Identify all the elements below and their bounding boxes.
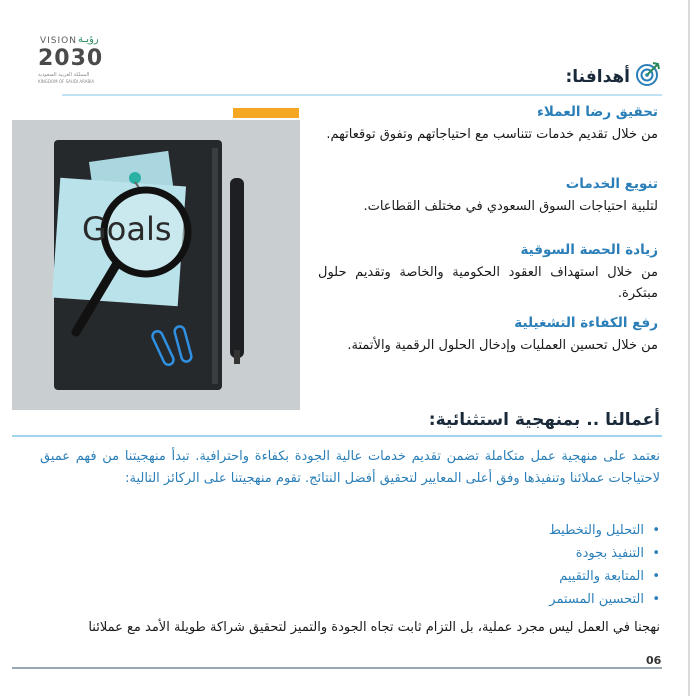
logo-year: 2030 (38, 46, 104, 71)
closing-statement: نهجنا في العمل ليس مجرد عملية، بل التزام ثابت تجاه الجودة والتميز لتحقيق شراكة طويلة الأمد مع عملائنا (88, 620, 660, 635)
list-item: • المتابعة والتقييم (549, 565, 660, 588)
goal-text: لتلبية احتياجات السوق السعودي في مختلف القطاعات. (363, 199, 658, 214)
goal-text: من خلال استهداف العقود الحكومية والخاصة وتقديم حلول مبتكرة. (318, 265, 658, 301)
approach-heading-underline (12, 435, 662, 437)
logo-subtitle-en: KINGDOM OF SAUDI ARABIA (38, 79, 95, 84)
approach-heading: أعمالنا .. بمنهجية استثنائية: (428, 410, 660, 430)
goals-heading: أهدافنا: (565, 67, 630, 87)
page-edge-line (688, 0, 690, 696)
goal-title: تنويع الخدمات (565, 176, 658, 192)
goals-photo (12, 120, 300, 410)
orange-accent-bar (233, 108, 299, 118)
target-icon (634, 60, 662, 88)
goal-title: زيادة الحصة السوقية (520, 242, 658, 258)
goal-title: رفع الكفاءة التشغيلية (514, 315, 658, 331)
list-item: • التحليل والتخطيط (549, 519, 660, 542)
goal-title: تحقيق رضا العملاء (537, 104, 658, 120)
goal-item (318, 242, 658, 304)
goal-item (318, 104, 658, 145)
approach-paragraph: نعتمد على منهجية عمل متكاملة تضمن تقديم خدمات عالية الجودة بكفاءة واحترافية. تبدأ منهجيتنا من فهم عميق لاحتياجات عملائنا وتنفيذها وفق أعلى المعايير لتحقيق أفضل النتائج. تقوم منهجيتنا على الركائز التالية: (40, 449, 660, 486)
list-item: • التحسين المستمر (549, 588, 660, 611)
logo-arabic-vision: رؤيـة (78, 34, 99, 45)
logo-subtitle-ar: المملكة العربية السعودية (38, 72, 90, 78)
pillars-list (549, 519, 660, 611)
logo-vision-text: VISION (40, 36, 77, 46)
goals-note-text: Goals (82, 210, 172, 248)
footer-line (12, 667, 662, 669)
goal-text: من خلال تقديم خدمات تتناسب مع احتياجاتهم وتفوق توقعاتهم. (326, 127, 658, 142)
list-item: • التنفيذ بجودة (549, 542, 660, 565)
vision-2030-logo (30, 36, 110, 90)
goal-text: من خلال تحسين العمليات وإدخال الحلول الرقمية والأتمتة. (347, 338, 658, 353)
goal-item (318, 176, 658, 217)
page-number: 06 (646, 654, 662, 667)
goals-heading-underline (62, 94, 662, 96)
goal-item (318, 315, 658, 356)
